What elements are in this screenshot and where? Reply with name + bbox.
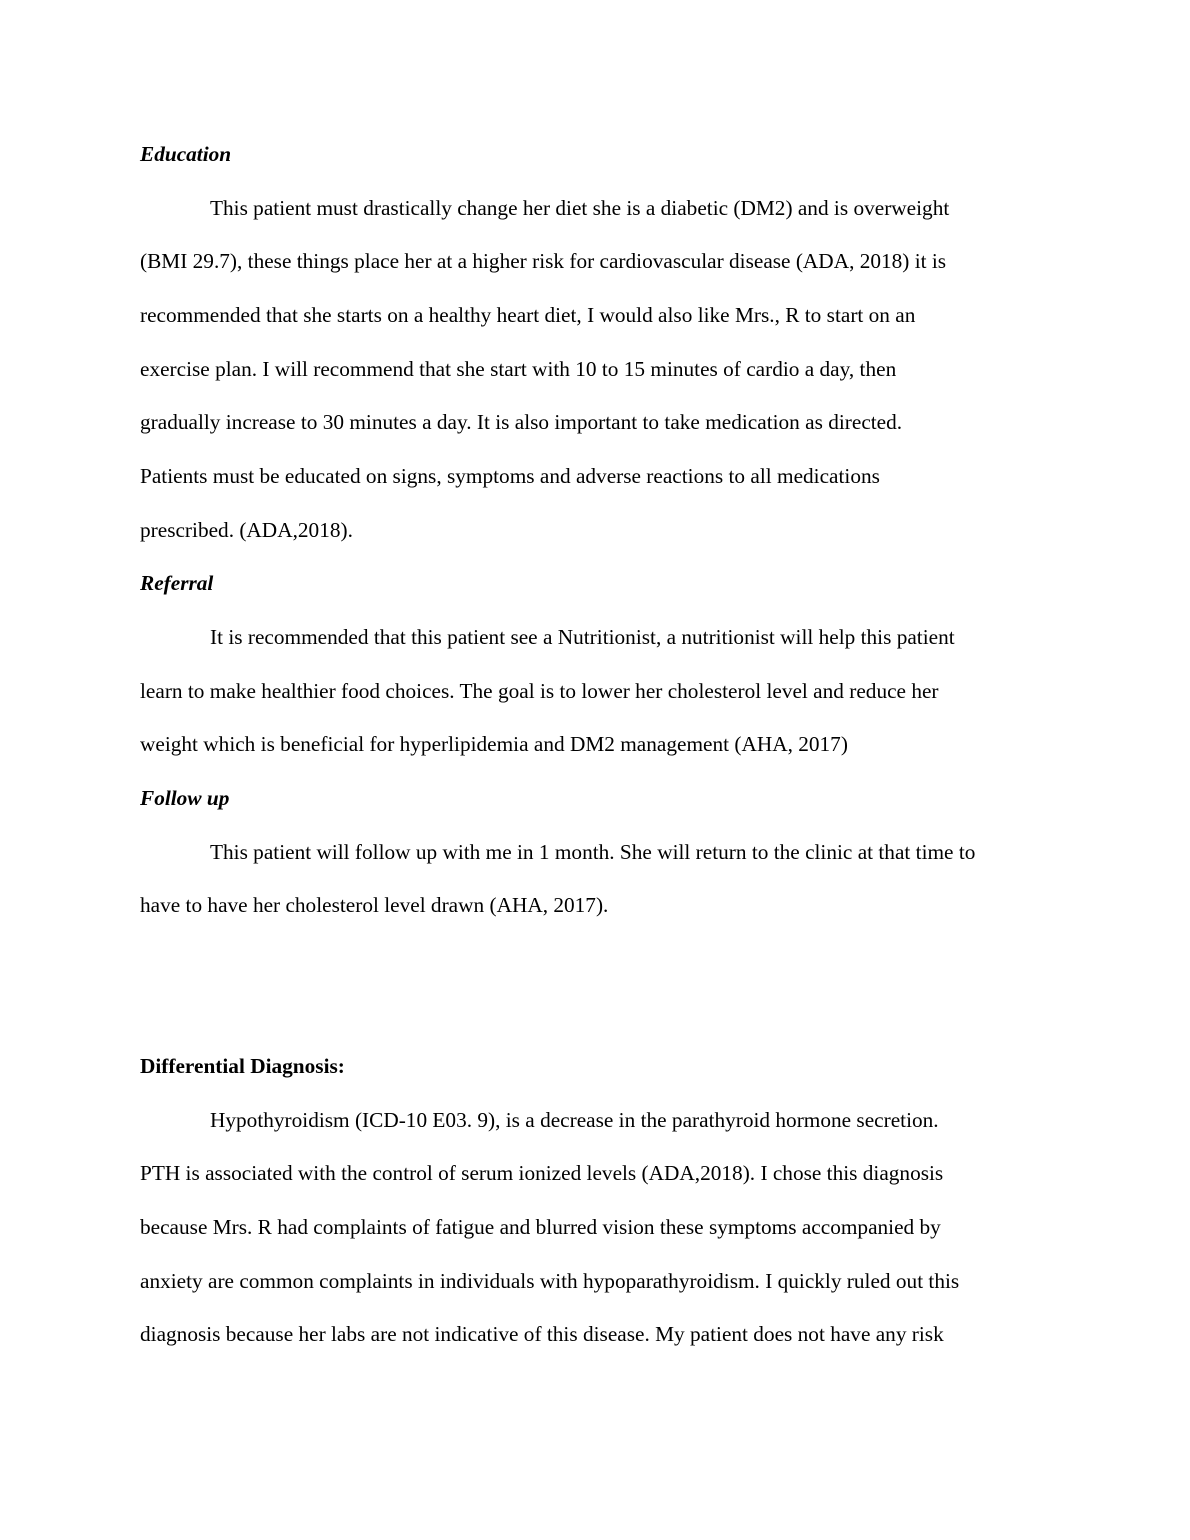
paragraph-line: learn to make healthier food choices. The goal is to lower her cholesterol level and reduce her [140,679,939,703]
paragraph-line: have to have her cholesterol level drawn (AHA, 2017). [140,893,609,917]
paragraph-line: Patients must be educated on signs, symptoms and adverse reactions to all medications [140,464,880,488]
paragraph-line: prescribed. (ADA,2018). [140,518,353,542]
section-heading-referral: Referral [140,571,214,595]
paragraph-line: This patient will follow up with me in 1 month. She will return to the clinic at that time to [210,840,976,864]
paragraph-line: diagnosis because her labs are not indicative of this disease. My patient does not have any risk [140,1322,944,1346]
paragraph-line: (BMI 29.7), these things place her at a higher risk for cardiovascular disease (ADA, 2018) it is [140,249,947,273]
section-heading-education: Education [140,142,232,166]
paragraph-line: anxiety are common complaints in individuals with hypoparathyroidism. I quickly ruled out this [140,1269,960,1293]
section-heading-differential-diagnosis: Differential Diagnosis: [140,1054,345,1078]
paragraph-line: weight which is beneficial for hyperlipidemia and DM2 management (AHA, 2017) [140,732,848,756]
section-heading-follow-up: Follow up [140,786,230,810]
paragraph-line: PTH is associated with the control of serum ionized levels (ADA,2018). I chose this diagnosis [140,1161,944,1185]
paragraph-line: gradually increase to 30 minutes a day. It is also important to take medication as directed. [140,410,903,434]
paragraph-line: recommended that she starts on a healthy heart diet, I would also like Mrs., R to start on an [140,303,916,327]
paragraph-line: It is recommended that this patient see a Nutritionist, a nutritionist will help this patient [210,625,955,649]
paragraph-line: This patient must drastically change her diet she is a diabetic (DM2) and is overweight [210,196,950,220]
paragraph-line: exercise plan. I will recommend that she start with 10 to 15 minutes of cardio a day, then [140,357,897,381]
paragraph-line: because Mrs. R had complaints of fatigue and blurred vision these symptoms accompanied by [140,1215,941,1239]
paragraph-line: Hypothyroidism (ICD-10 E03. 9), is a decrease in the parathyroid hormone secretion. [210,1108,939,1132]
